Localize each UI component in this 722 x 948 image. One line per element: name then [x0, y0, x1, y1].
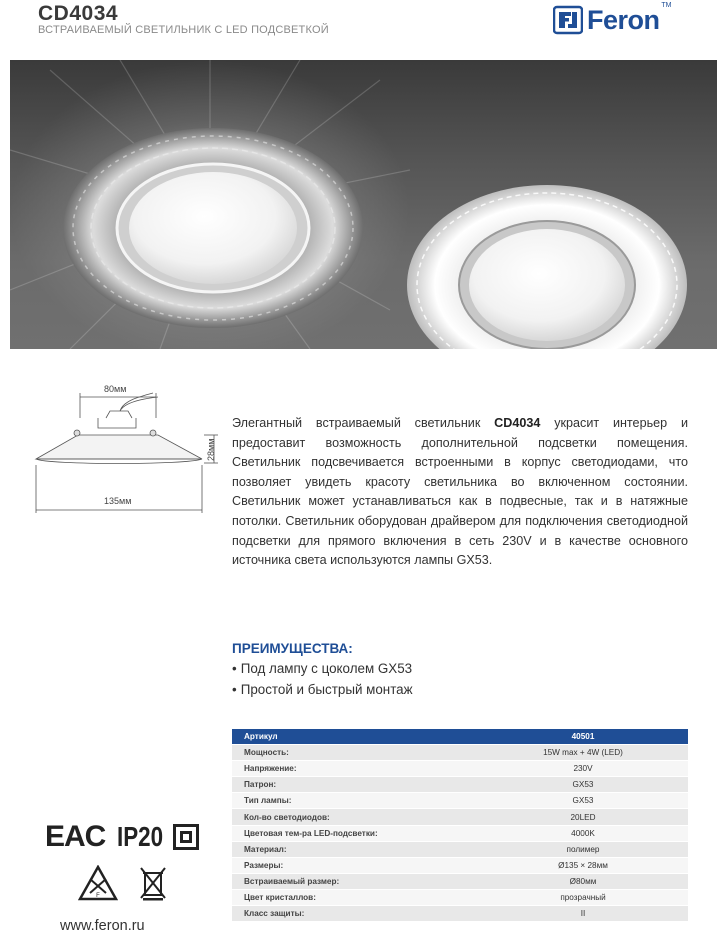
- dimensions-drawing: [28, 383, 228, 518]
- class-ii-insulation-icon: [173, 824, 199, 850]
- spec-label: Размеры:: [232, 857, 478, 873]
- spec-label: Цветовая тем-ра LED-подсветки:: [232, 825, 478, 841]
- spec-value: Ø80мм: [478, 873, 688, 889]
- svg-text:F: F: [96, 893, 100, 899]
- spec-value: 40501: [478, 729, 688, 745]
- spec-row: [232, 745, 688, 761]
- spec-row: [232, 857, 688, 873]
- spec-header-row: [232, 729, 688, 745]
- certification-marks: [45, 820, 199, 854]
- spec-value: Ø135 × 28мм: [478, 857, 688, 873]
- spec-value: GX53: [478, 793, 688, 809]
- spec-value: 230V: [478, 761, 688, 777]
- product-photo-illustration: [10, 60, 717, 349]
- spec-label: Патрон:: [232, 777, 478, 793]
- spec-label: Встраиваемый размер:: [232, 873, 478, 889]
- spec-value: 4000K: [478, 825, 688, 841]
- product-description: [232, 414, 688, 571]
- description-body: украсит интерьер и предоставит возможность дополнительной подсветки помещения. Светильник подсвечивается встроенными в корпус светодиодами, что позволяет увидеть красоту светильника во включенном состоянии. Светильник может устанавливаться как в подвесные, так и в натяжные потолки. Светильник оборудован драйвером для подключения светодиодной подсветки для прямого включения в сеть 230V и в качестве основного источника света используются лампы GX53.: [232, 416, 688, 568]
- advantages-list: [232, 659, 413, 700]
- product-photo: [10, 60, 717, 349]
- feron-logo[interactable]: [553, 2, 672, 36]
- dimension-diameter: 135мм: [104, 496, 132, 506]
- spec-value: полимер: [478, 841, 688, 857]
- spec-value: II: [478, 906, 688, 922]
- spec-label: Артикул: [232, 729, 478, 745]
- ip-rating: IP20: [117, 821, 164, 852]
- product-subtitle: ВСТРАИВАЕМЫЙ СВЕТИЛЬНИК С LED ПОДСВЕТКОЙ: [38, 24, 329, 36]
- spec-row: [232, 906, 688, 922]
- spec-label: Материал:: [232, 841, 478, 857]
- spec-label: Класс защиты:: [232, 906, 478, 922]
- spec-label: Мощность:: [232, 745, 478, 761]
- spec-row: [232, 761, 688, 777]
- spec-value: GX53: [478, 777, 688, 793]
- advantages-title: ПРЕИМУЩЕСТВА:: [232, 641, 353, 656]
- fire-hazard-triangle-icon: [78, 865, 118, 901]
- spec-value: прозрачный: [478, 889, 688, 905]
- website-link[interactable]: www.feron.ru: [60, 918, 145, 934]
- advantage-item: • Простой и быстрый монтаж: [232, 680, 413, 701]
- specifications-table: [232, 729, 688, 922]
- crossed-bin-icon: [138, 865, 168, 901]
- dimension-top-width: 80мм: [104, 384, 127, 394]
- description-model: CD4034: [494, 416, 541, 430]
- product-model-title: CD4034: [38, 2, 119, 25]
- spec-row: [232, 825, 688, 841]
- spec-label: Тип лампы:: [232, 793, 478, 809]
- spec-row: [232, 889, 688, 905]
- spec-row: [232, 841, 688, 857]
- feron-logo-mark-icon: [553, 5, 583, 35]
- dimension-height: 28мм: [206, 438, 216, 461]
- spec-label: Кол-во светодиодов:: [232, 809, 478, 825]
- spec-row: [232, 809, 688, 825]
- spec-row: [232, 777, 688, 793]
- spec-label: Напряжение:: [232, 761, 478, 777]
- spec-value: 20LED: [478, 809, 688, 825]
- safety-icons: [78, 865, 168, 901]
- description-intro: Элегантный встраиваемый светильник: [232, 416, 495, 430]
- feron-logo-text: Feron: [587, 4, 660, 35]
- spec-value: 15W max + 4W (LED): [478, 745, 688, 761]
- advantage-item: • Под лампу с цоколем GX53: [232, 659, 413, 680]
- trademark-mark: TM: [661, 2, 672, 9]
- eac-mark: EAC: [45, 820, 106, 853]
- spec-row: [232, 793, 688, 809]
- spec-row: [232, 873, 688, 889]
- spec-label: Цвет кристаллов:: [232, 889, 478, 905]
